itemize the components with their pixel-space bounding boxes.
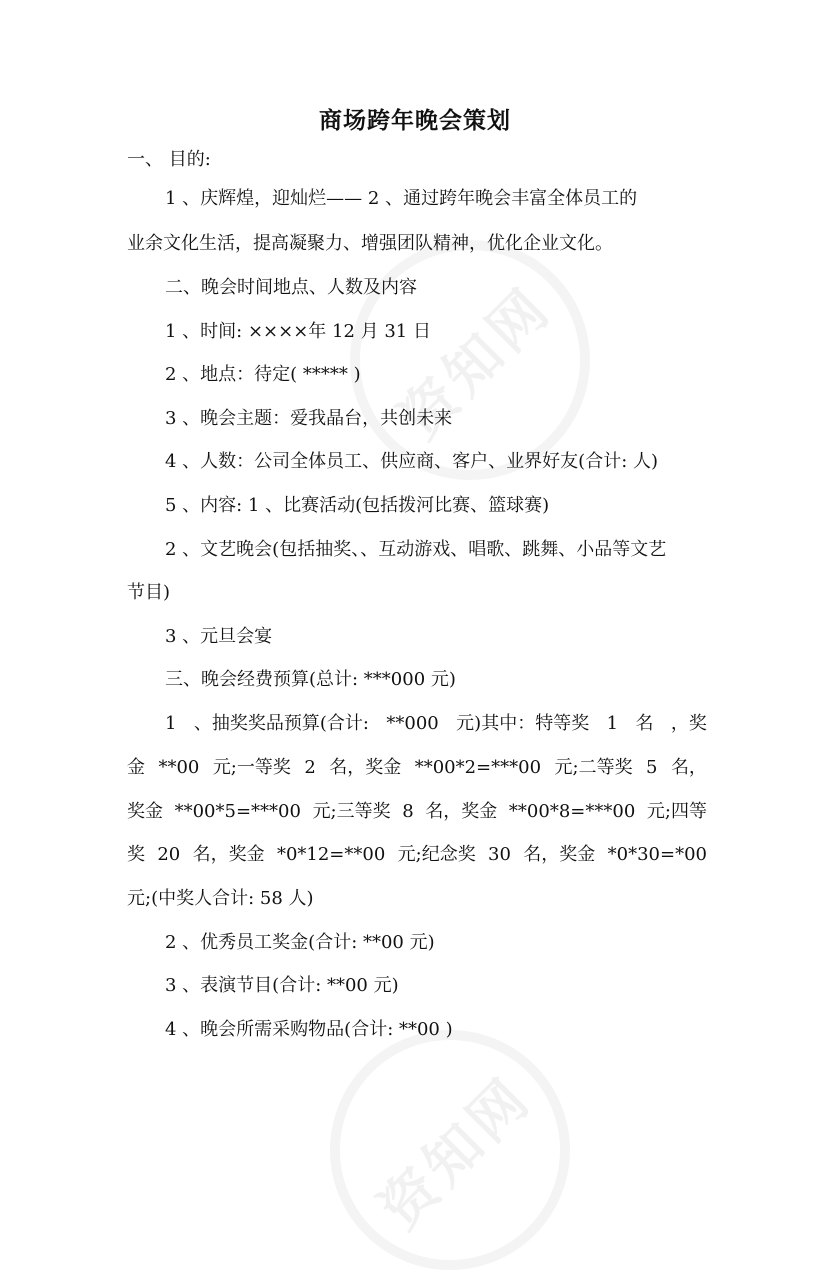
text-fragment: 30 — [488, 844, 511, 865]
paragraph-prize-budget-line-5: 元;(中奖人合计: 58 人) — [127, 888, 314, 909]
text-fragment: *0*12=**00 — [276, 844, 386, 865]
text-fragment: 元;二等奖 — [554, 757, 633, 778]
text-fragment: 1 — [606, 713, 619, 734]
text-fragment: 元)其中：特等奖 — [456, 713, 590, 734]
text-fragment: 名，奖金 — [192, 844, 265, 865]
text-fragment: 名， — [670, 757, 707, 778]
text-fragment: 名，奖金 — [425, 801, 498, 822]
paragraph-purpose-line-1: 1 、庆辉煌，迎灿烂—— 2 、通过跨年晚会丰富全体员工的 — [165, 188, 638, 209]
text-fragment: 2 — [304, 757, 316, 778]
text-fragment: **000 — [386, 713, 439, 734]
item-content: 5 、内容: 1 、比赛活动(包括拨河比赛、篮球赛) — [165, 495, 550, 516]
text-fragment: 5 — [646, 757, 658, 778]
text-fragment: 奖金 — [127, 801, 163, 822]
text-fragment: 元;一等奖 — [212, 757, 291, 778]
item-people: 4 、人数：公司全体员工、供应商、客户、业界好友(合计: 人) — [165, 451, 659, 472]
text-fragment: 奖 — [127, 844, 145, 865]
section-heading-budget: 三、晚会经费预算(总计: ***000 元) — [165, 669, 456, 690]
text-fragment: 元;纪念奖 — [397, 844, 476, 865]
paragraph-prize-budget-line-1 — [165, 712, 707, 736]
text-fragment: 8 — [402, 801, 414, 822]
text-fragment: 金 — [127, 757, 145, 778]
watermark-text: 资知网 — [387, 274, 565, 452]
paragraph-prize-budget-line-4 — [127, 843, 707, 867]
watermark-text-bottom: 资知网 — [367, 1064, 545, 1242]
item-time: 1 、时间: ××××年 12 月 31 日 — [165, 321, 431, 342]
text-fragment: **00*2=***00 — [414, 757, 542, 778]
text-fragment: 名，奖金 — [329, 757, 402, 778]
text-fragment: *0*30=*00 — [607, 844, 707, 865]
section-heading-time-place: 二、晚会时间地点、人数及内容 — [165, 277, 417, 298]
text-fragment: 元;三等奖 — [312, 801, 391, 822]
section-heading-purpose: 一、 目的: — [127, 149, 211, 170]
paragraph-purpose-line-2: 业余文化生活，提高凝聚力、增强团队精神，优化企业文化。 — [127, 233, 613, 254]
item-employee-bonus: 2 、优秀员工奖金(合计: **00 元) — [165, 932, 435, 953]
text-fragment: 名，奖金 — [523, 844, 596, 865]
item-theme: 3 、晚会主题：爱我晶台，共创未来 — [165, 408, 453, 429]
item-place: 2 、地点：待定( ***** ) — [165, 364, 361, 385]
item-gala-continued: 节目) — [127, 582, 171, 603]
text-fragment: 名 — [635, 713, 654, 734]
item-gala: 2 、文艺晚会(包括抽奖、、互动游戏、唱歌、跳舞、小品等文艺 — [165, 539, 667, 560]
document-title: 商场跨年晚会策划 — [319, 108, 511, 134]
text-fragment: 、抽奖奖品预算(合计: — [193, 713, 369, 734]
text-fragment: **00*8=***00 — [508, 801, 636, 822]
text-fragment: **00*5=***00 — [174, 801, 301, 822]
paragraph-prize-budget-line-2 — [127, 756, 707, 780]
text-fragment: 1 — [165, 713, 177, 734]
item-performance: 3 、表演节目(合计: **00 元) — [165, 975, 399, 996]
watermark-seal-bottom — [330, 1030, 570, 1270]
text-fragment: 元;四等 — [646, 801, 707, 822]
text-fragment: 20 — [157, 844, 181, 865]
text-fragment: ，奖 — [670, 713, 707, 734]
item-purchase: 4 、晚会所需采购物品(合计: **00 ) — [165, 1019, 453, 1040]
paragraph-prize-budget-line-3 — [127, 800, 707, 824]
item-banquet: 3 、元旦会宴 — [165, 626, 273, 647]
text-fragment: **00 — [158, 757, 200, 778]
